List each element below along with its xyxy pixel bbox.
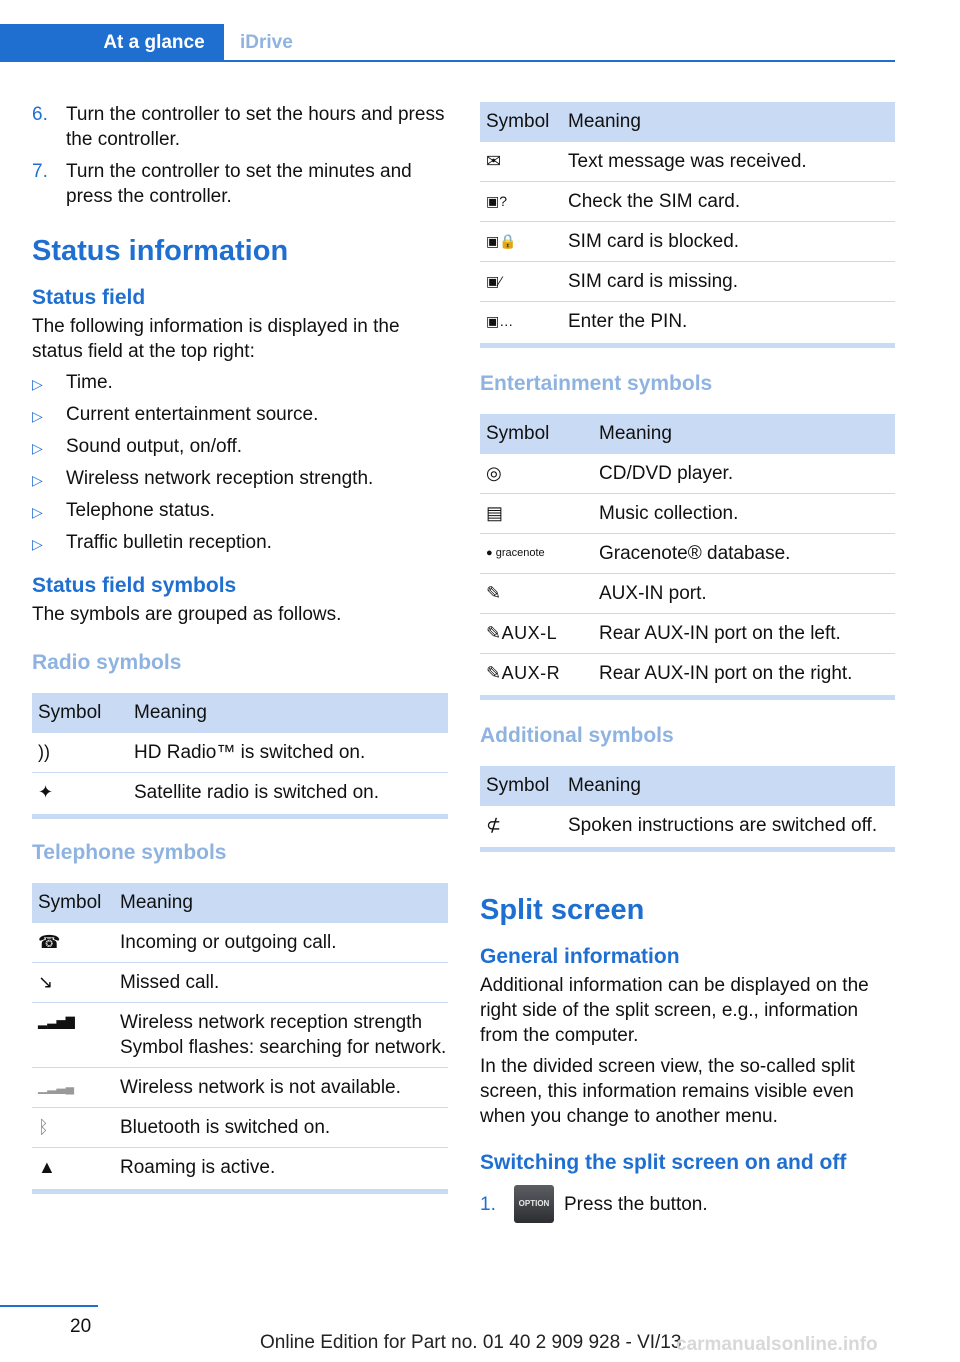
triangle-bullet-icon: ▷: [32, 440, 43, 456]
general-paragraph-1: Additional information can be displayed on the right side of the split screen, e.g., information from the computer.: [480, 975, 869, 1046]
meaning-cell: AUX-IN port.: [593, 574, 895, 614]
telephone-symbols-table-continued: [480, 102, 895, 348]
meaning-cell: Spoken instructions are switched off.: [562, 806, 895, 850]
radio-symbols-table: [32, 693, 448, 819]
status-field-symbols-heading: Status field symbols: [32, 574, 237, 597]
table-row: [32, 1108, 448, 1148]
meaning-cell: Text message was received.: [562, 142, 895, 182]
list-item-text: Sound output, on/off.: [66, 436, 243, 457]
switching-heading: Switching the split screen on and off: [480, 1151, 847, 1174]
meaning-cell: SIM card is missing.: [562, 262, 895, 302]
step-text: Turn the controller to set the minutes and press the controller.: [66, 161, 412, 207]
table-header-row: [32, 883, 448, 923]
option-button-icon[interactable]: OPTION: [514, 1185, 554, 1223]
list-item: [32, 498, 448, 530]
step-6: [32, 102, 448, 152]
signal-icon: ▂▃▅▇: [32, 1003, 114, 1068]
meaning-cell: Roaming is active.: [114, 1148, 448, 1192]
table-row: [480, 262, 895, 302]
page-number: 20: [70, 1316, 92, 1337]
table-row: [480, 534, 895, 574]
col-meaning-header: Meaning: [114, 883, 448, 923]
telephone-symbols-table: [32, 883, 448, 1194]
table-row: [480, 222, 895, 262]
footer-divider: [0, 1305, 98, 1307]
table-row: [32, 773, 448, 817]
col-symbol-header: Symbol: [480, 102, 562, 142]
step-1: [480, 1185, 895, 1223]
table-row: [480, 454, 895, 494]
list-item-text: Traffic bulletin reception.: [66, 532, 272, 553]
sim-check-icon: ▣?: [480, 182, 562, 222]
sim-blocked-icon: ▣🔒: [480, 222, 562, 262]
step-text: Turn the controller to set the hours and press the controller.: [66, 104, 445, 150]
table-row: [32, 1003, 448, 1068]
step-number: 7.: [32, 161, 48, 182]
status-field-heading: Status field: [32, 286, 146, 309]
meaning-cell: Wireless network is not available.: [114, 1068, 448, 1108]
list-item-text: Telephone status.: [66, 500, 215, 521]
envelope-icon: ✉: [480, 142, 562, 182]
meaning-cell: Incoming or outgoing call.: [114, 923, 448, 963]
header-tabs: [0, 24, 895, 62]
entertainment-symbols-heading: Entertainment symbols: [480, 372, 713, 395]
status-information-heading: Status information: [32, 235, 289, 267]
col-symbol-header: Symbol: [32, 693, 128, 733]
gracenote-icon: ● gracenote: [480, 534, 593, 574]
meaning-cell: Bluetooth is switched on.: [114, 1108, 448, 1148]
symbols-intro: The symbols are grouped as follows.: [32, 604, 342, 625]
table-row: [32, 963, 448, 1003]
missed-call-icon: ↘: [32, 963, 114, 1003]
triangle-bullet-icon: ▷: [32, 408, 43, 424]
speech-off-icon: ⊄: [480, 806, 562, 850]
list-item: [32, 370, 448, 402]
meaning-cell: Satellite radio is switched on.: [128, 773, 448, 817]
pin-icon: ▣…: [480, 302, 562, 346]
meaning-cell: HD Radio™ is switched on.: [128, 733, 448, 773]
aux-left-icon: ✎AUX-L: [480, 614, 593, 654]
step-7: [32, 159, 448, 209]
entertainment-symbols-table: [480, 414, 895, 700]
table-row: [480, 142, 895, 182]
table-row: [480, 182, 895, 222]
split-screen-heading: Split screen: [480, 894, 645, 926]
edition-text: Online Edition for Part no. 01 40 2 909 928 - VI/13: [260, 1332, 682, 1353]
col-symbol-header: Symbol: [480, 766, 562, 806]
right-column: [480, 102, 895, 1230]
table-row: [480, 494, 895, 534]
table-header-row: [480, 766, 895, 806]
col-meaning-header: Meaning: [562, 102, 895, 142]
tab-at-a-glance[interactable]: At a glance: [0, 24, 224, 62]
list-item: [32, 530, 448, 562]
col-meaning-header: Meaning: [593, 414, 895, 454]
col-symbol-header: Symbol: [480, 414, 593, 454]
watermark: carmanualsonline.info: [676, 1334, 878, 1355]
col-meaning-header: Meaning: [562, 766, 895, 806]
meaning-cell: Rear AUX-IN port on the left.: [593, 614, 895, 654]
satellite-icon: ✦: [32, 773, 128, 817]
triangle-bullet-icon: ▷: [32, 536, 43, 552]
list-item-text: Time.: [66, 372, 113, 393]
list-item-text: Current entertainment source.: [66, 404, 319, 425]
meaning-cell: Wireless network reception strength Symbol flashes: searching for network.: [114, 1003, 448, 1068]
table-header-row: [32, 693, 448, 733]
general-paragraph-2: In the divided screen view, the so-called split screen, this information remains visible even when you change to another menu.: [480, 1056, 855, 1127]
roaming-icon: ▲: [32, 1148, 114, 1192]
meaning-cell: Missed call.: [114, 963, 448, 1003]
triangle-bullet-icon: ▷: [32, 376, 43, 392]
meaning-cell: SIM card is blocked.: [562, 222, 895, 262]
additional-symbols-heading: Additional symbols: [480, 724, 674, 747]
table-row: [32, 1068, 448, 1108]
meaning-cell: Gracenote® database.: [593, 534, 895, 574]
table-row: [480, 302, 895, 346]
bluetooth-icon: ᛒ: [32, 1108, 114, 1148]
step-text: Press the button.: [564, 1193, 708, 1215]
meaning-cell: Check the SIM card.: [562, 182, 895, 222]
table-row: [32, 733, 448, 773]
table-row: [480, 806, 895, 850]
telephone-symbols-heading: Telephone symbols: [32, 841, 227, 864]
aux-icon: ✎: [480, 574, 593, 614]
cd-icon: ◎: [480, 454, 593, 494]
meaning-cell: Music collection.: [593, 494, 895, 534]
triangle-bullet-icon: ▷: [32, 472, 43, 488]
meaning-cell: Rear AUX-IN port on the right.: [593, 654, 895, 698]
triangle-bullet-icon: ▷: [32, 504, 43, 520]
table-header-row: [480, 414, 895, 454]
meaning-cell: Enter the PIN.: [562, 302, 895, 346]
table-row: [32, 1148, 448, 1192]
list-item: [32, 402, 448, 434]
meaning-cell: CD/DVD player.: [593, 454, 895, 494]
table-row: [480, 654, 895, 698]
table-row: [480, 614, 895, 654]
music-collection-icon: ▤: [480, 494, 593, 534]
aux-right-icon: ✎AUX-R: [480, 654, 593, 698]
additional-symbols-table: [480, 766, 895, 852]
step-number: 6.: [32, 104, 48, 125]
list-item-text: Wireless network reception strength.: [66, 468, 374, 489]
phone-icon: ☎: [32, 923, 114, 963]
general-information-heading: General information: [480, 945, 680, 968]
tab-idrive[interactable]: iDrive: [240, 32, 293, 53]
no-signal-icon: ▁▂▃▄: [32, 1068, 114, 1108]
col-symbol-header: Symbol: [32, 883, 114, 923]
step-number: 1.: [480, 1193, 496, 1215]
col-meaning-header: Meaning: [128, 693, 448, 733]
table-header-row: [480, 102, 895, 142]
list-item: [32, 466, 448, 498]
hd-radio-icon: )): [32, 733, 128, 773]
status-field-intro: The following information is displayed in the status field at the top right:: [32, 316, 400, 362]
table-row: [480, 574, 895, 614]
status-items-list: [32, 370, 448, 562]
radio-symbols-heading: Radio symbols: [32, 651, 182, 674]
left-column: [32, 102, 448, 1194]
list-item: [32, 434, 448, 466]
table-row: [32, 923, 448, 963]
sim-missing-icon: ▣⁄: [480, 262, 562, 302]
